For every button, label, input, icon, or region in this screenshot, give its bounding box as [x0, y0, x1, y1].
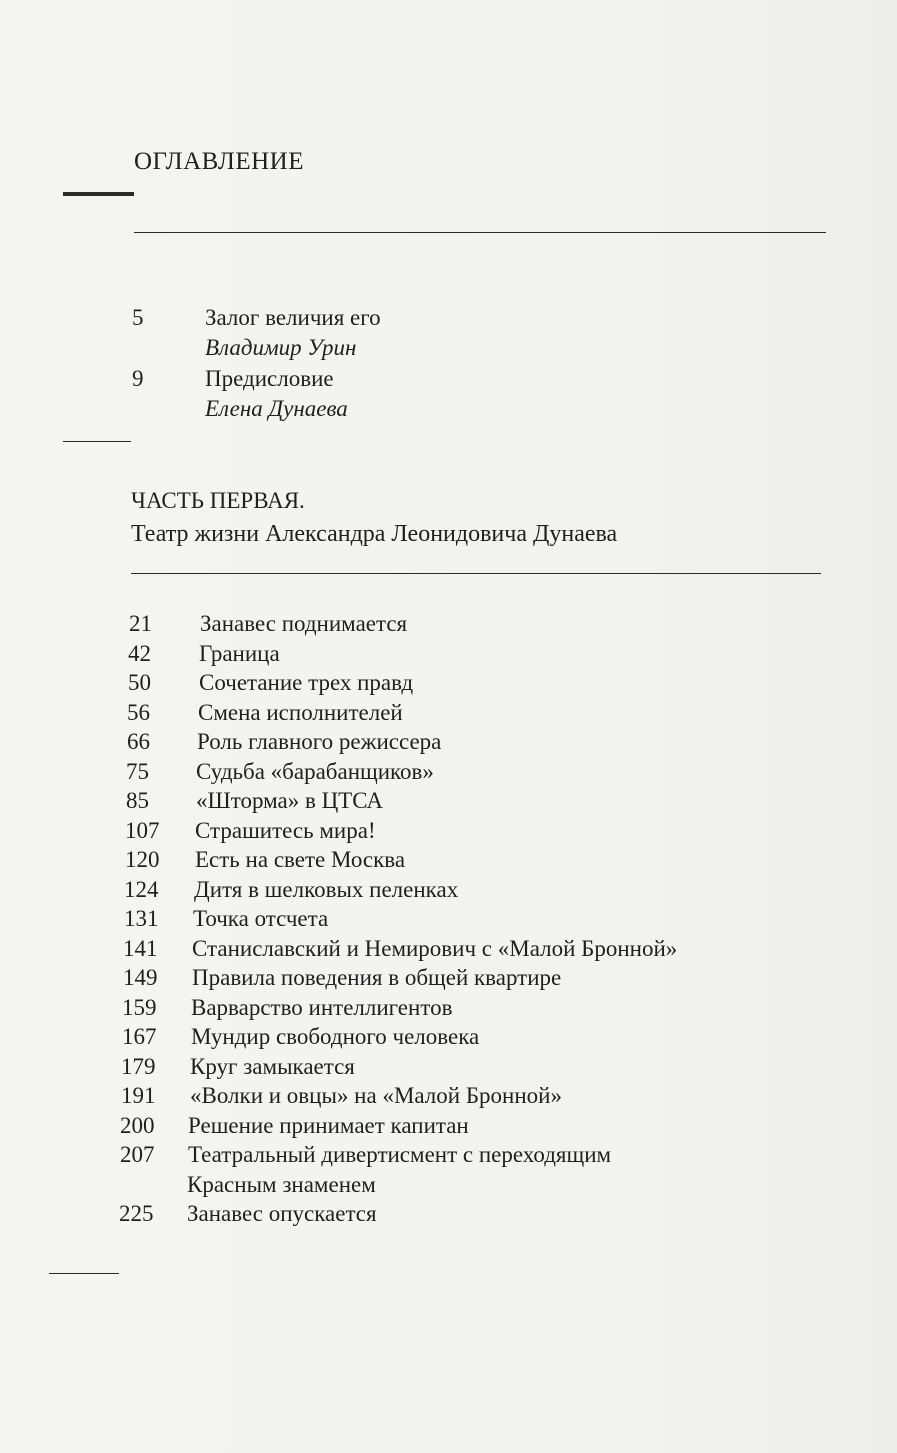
chapter-page-number: 159: [122, 994, 157, 1020]
chapter-title: «Волки и овцы» на «Малой Бронной»: [190, 1083, 562, 1108]
chapter-page-number: 107: [125, 817, 160, 843]
chapter-title: Смена исполнителей: [198, 699, 403, 725]
chapter-title: Роль главного режиссера: [197, 729, 442, 754]
heading-accent-bar: [63, 192, 134, 196]
chapter-title: Круг замыкается: [190, 1053, 355, 1079]
section-short-rule: [63, 441, 131, 442]
chapter-page-number: 149: [123, 965, 158, 990]
chapter-entry: [123, 934, 763, 964]
part-divider: [131, 573, 821, 574]
chapter-entry: [119, 1199, 759, 1229]
chapter-title: Красным знаменем: [187, 1171, 376, 1197]
chapter-entry: [123, 963, 763, 993]
front-entry: [132, 303, 432, 367]
chapter-entry: [128, 668, 768, 698]
chapter-page-number: 85: [126, 788, 149, 813]
chapter-title: Граница: [199, 640, 280, 666]
chapter-entry: [127, 698, 767, 728]
chapter-entry: [129, 609, 769, 639]
entry-page-number: 9: [132, 366, 144, 391]
entry-title: Предисловие: [205, 366, 334, 391]
chapter-title: Варварство интеллигентов: [191, 994, 453, 1020]
chapter-title: Занавес опускается: [187, 1201, 377, 1226]
chapter-entry: [121, 1081, 761, 1111]
contents-heading: ОГЛАВЛЕНИЕ: [134, 148, 304, 175]
chapter-entry: [124, 904, 764, 934]
chapter-title: Страшитесь мира!: [195, 817, 376, 843]
chapter-title: «Шторма» в ЦТСА: [196, 788, 384, 813]
chapter-page-number: 56: [127, 699, 150, 725]
entry-page-number: 5: [132, 305, 144, 330]
entry-author: Елена Дунаева: [205, 396, 348, 421]
chapter-title: Правила поведения в общей квартире: [192, 965, 562, 990]
chapter-entry: [128, 639, 768, 669]
chapter-title: Судьба «барабанщиков»: [196, 758, 434, 784]
chapter-page-number: 207: [120, 1142, 155, 1167]
chapter-title: Станиславский и Немирович с «Малой Бронной»: [192, 935, 678, 961]
end-short-rule: [49, 1273, 119, 1274]
chapter-entry: [122, 1022, 762, 1052]
chapter-entry: [120, 1140, 760, 1170]
part-subtitle: Театр жизни Александра Леонидовича Дунаева: [131, 521, 618, 547]
chapter-entry: [127, 727, 767, 757]
chapter-entry: [126, 757, 766, 787]
chapter-title: Есть на свете Москва: [195, 847, 406, 872]
chapter-page-number: 191: [121, 1083, 156, 1108]
entry-title: Залог величия его: [205, 305, 381, 330]
chapter-page-number: 200: [120, 1112, 155, 1138]
chapter-title: Решение принимает капитан: [188, 1112, 469, 1138]
chapter-page-number: 131: [124, 906, 159, 931]
chapter-page-number: 50: [128, 670, 151, 695]
chapter-page-number: 141: [123, 935, 158, 961]
chapter-entry: [125, 816, 765, 846]
chapter-title: Дитя в шелковых пеленках: [194, 876, 459, 902]
chapter-title: Точка отсчета: [193, 906, 329, 931]
chapter-title: Занавес поднимается: [200, 611, 408, 636]
entry-author: Владимир Урин: [205, 335, 357, 360]
heading-divider: [134, 232, 826, 233]
front-entry: [132, 364, 432, 428]
chapter-entry: [124, 875, 764, 905]
chapter-entry: [125, 845, 765, 875]
chapter-title: Мундир свободного человека: [191, 1024, 480, 1049]
chapter-page-number: 179: [121, 1053, 156, 1079]
chapter-entry: [119, 1170, 759, 1200]
chapter-entry: [122, 993, 762, 1023]
chapter-page-number: 124: [124, 876, 159, 902]
chapter-entry: [121, 1052, 761, 1082]
chapter-entry: [120, 1111, 760, 1141]
chapter-page-number: 66: [127, 729, 150, 754]
chapter-title: Сочетание трех правд: [199, 670, 414, 695]
chapter-page-number: 75: [126, 758, 149, 784]
chapter-entry: [126, 786, 766, 816]
chapter-page-number: 21: [129, 611, 152, 636]
chapter-page-number: 225: [119, 1201, 154, 1226]
part-title: ЧАСТЬ ПЕРВАЯ.: [131, 488, 305, 513]
chapter-title: Театральный дивертисмент с переходящим: [188, 1142, 612, 1167]
chapter-page-number: 42: [128, 640, 151, 666]
chapter-page-number: 120: [125, 847, 160, 872]
chapter-page-number: 167: [122, 1024, 157, 1049]
